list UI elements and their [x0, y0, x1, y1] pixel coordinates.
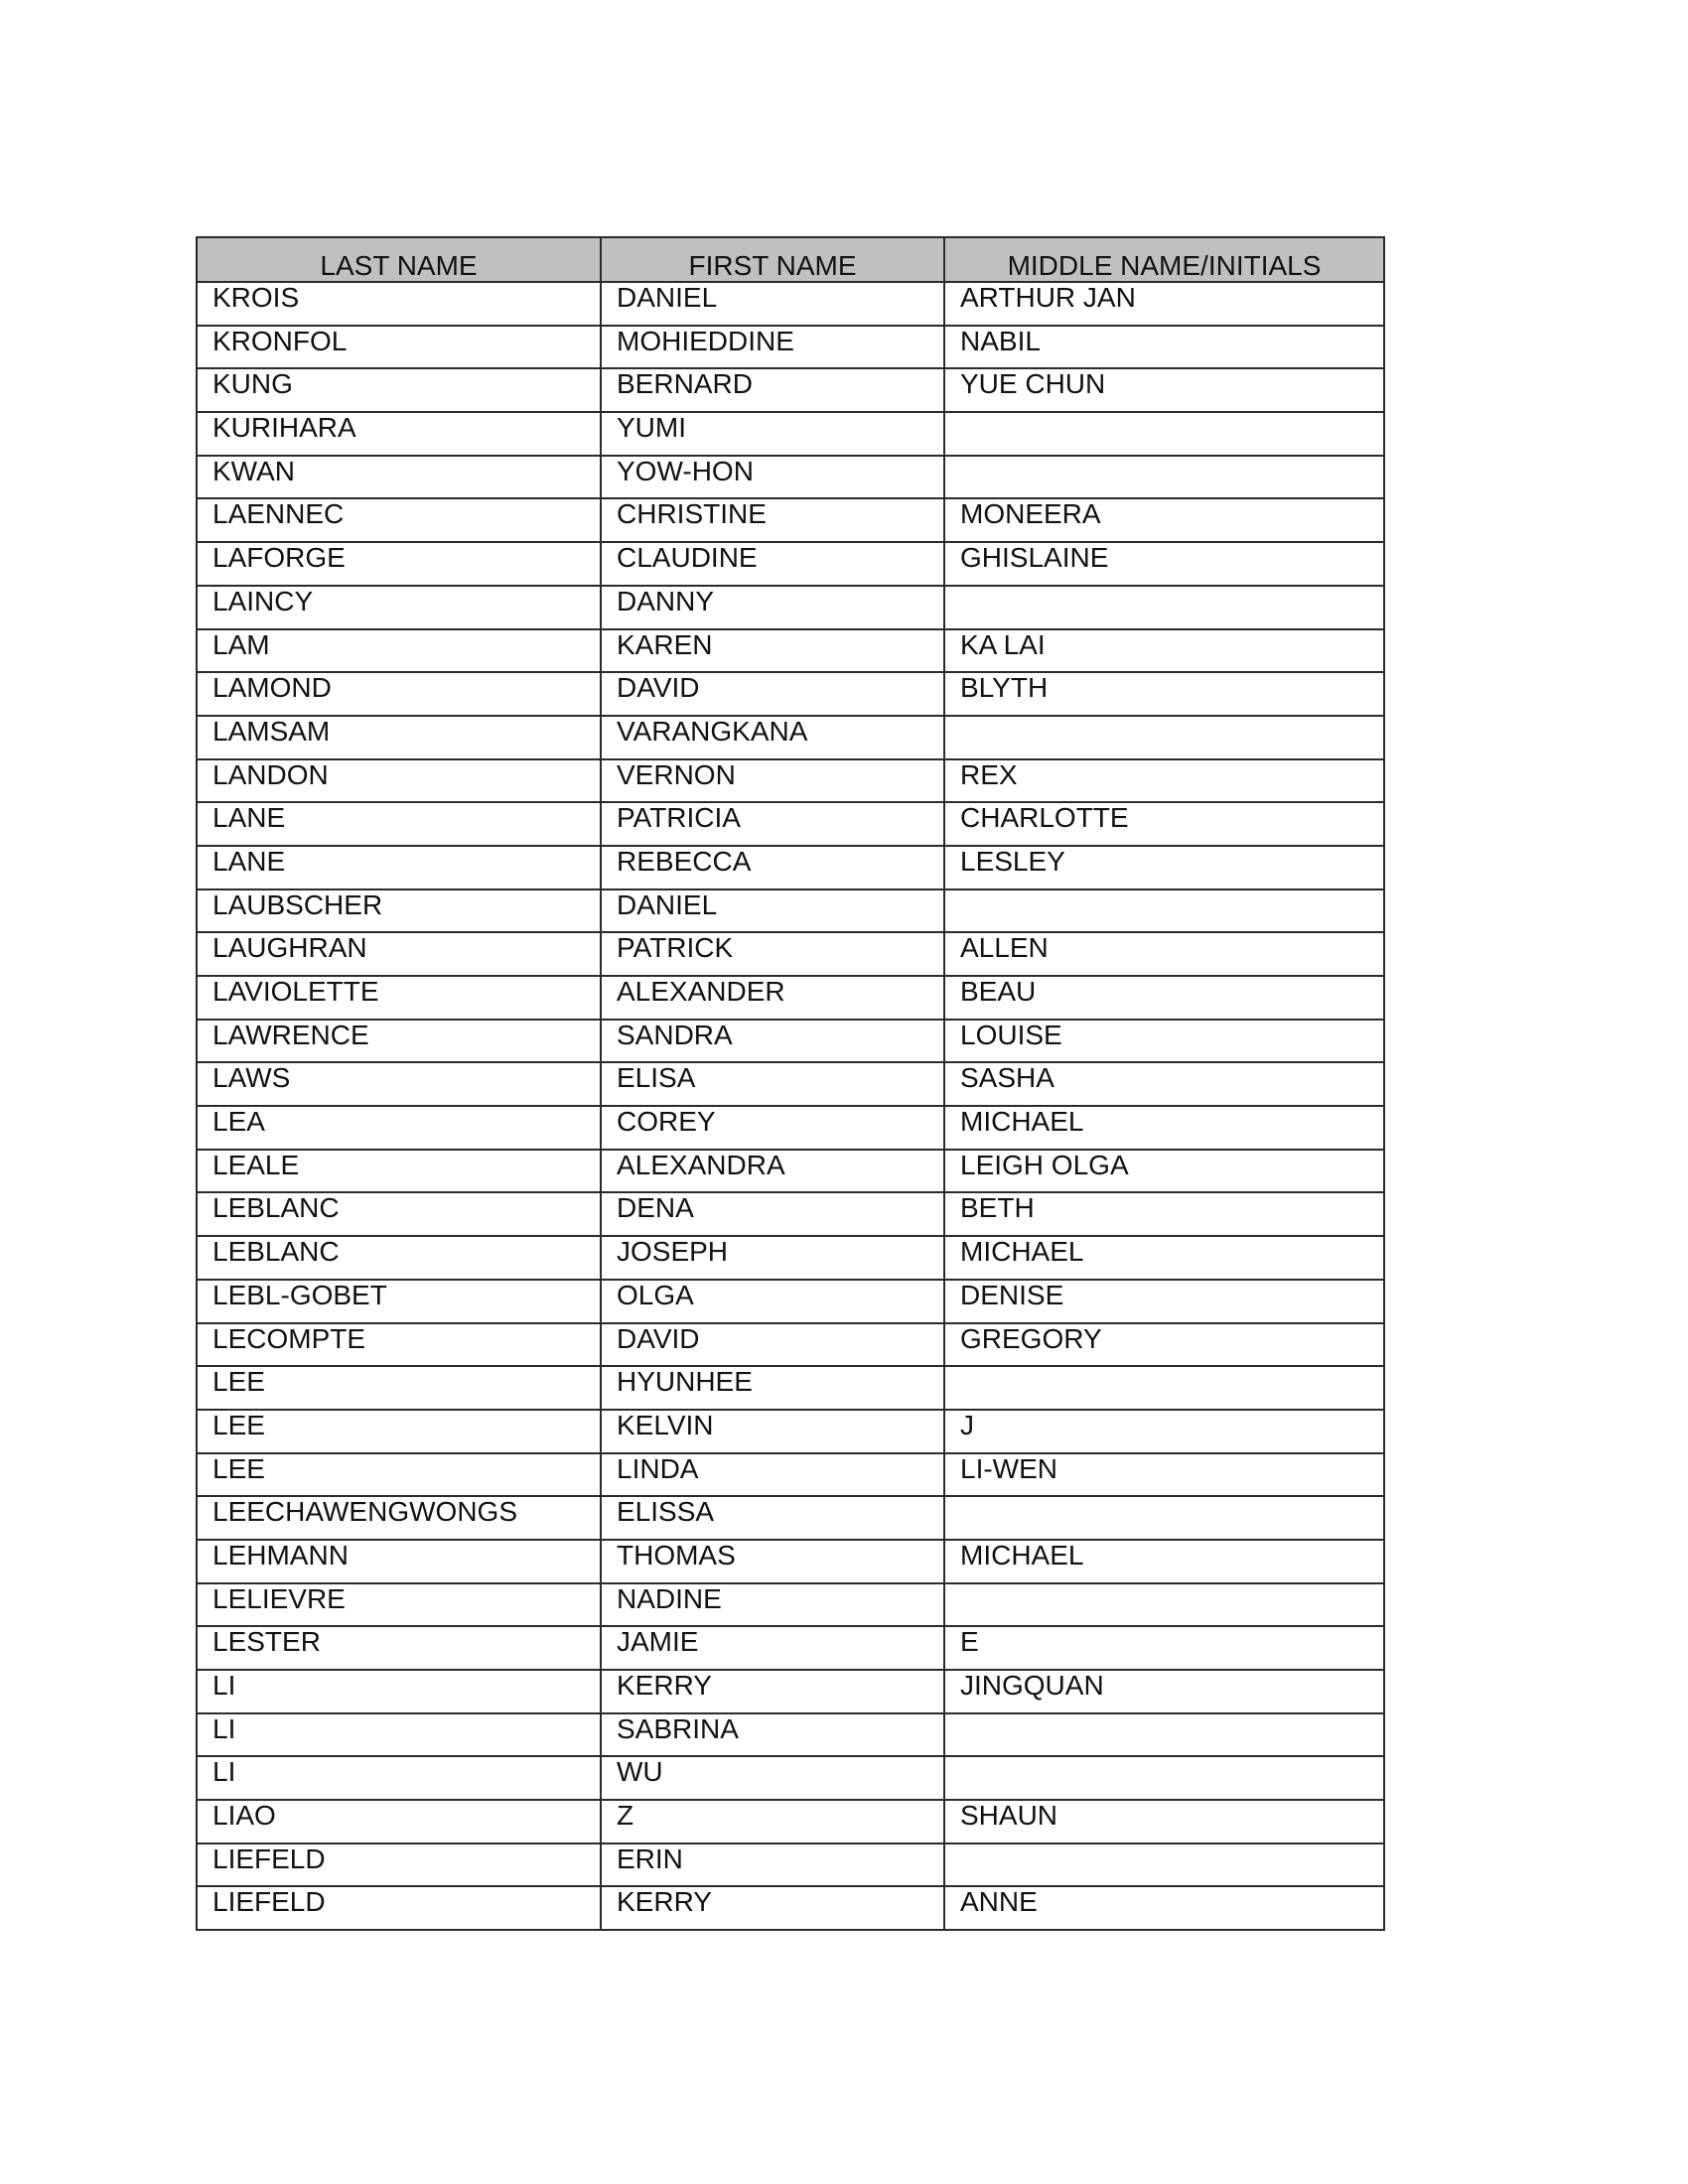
last-name-cell: LIEFELD: [197, 1886, 601, 1930]
last-name-cell: LAINCY: [197, 586, 601, 629]
table-row: [197, 1583, 1384, 1627]
last-name-cell: LEE: [197, 1366, 601, 1410]
last-name-cell: LI: [197, 1756, 601, 1800]
last-name-cell: LEBL-GOBET: [197, 1280, 601, 1323]
table-row: [197, 716, 1384, 759]
middle-name-cell: [944, 456, 1384, 499]
first-name-cell: DAVID: [601, 672, 944, 716]
middle-name-cell: [944, 1756, 1384, 1800]
first-name-cell: VARANGKANA: [601, 716, 944, 759]
middle-name-cell: LEIGH OLGA: [944, 1150, 1384, 1193]
first-name-cell: YOW-HON: [601, 456, 944, 499]
first-name-cell: REBECCA: [601, 846, 944, 889]
first-name-cell: WU: [601, 1756, 944, 1800]
middle-name-cell: E: [944, 1626, 1384, 1670]
middle-name-cell: [944, 1583, 1384, 1627]
first-name-cell: YUMI: [601, 412, 944, 456]
first-name-cell: PATRICK: [601, 932, 944, 976]
last-name-cell: LEBLANC: [197, 1192, 601, 1236]
middle-name-cell: BETH: [944, 1192, 1384, 1236]
middle-name-cell: LOUISE: [944, 1020, 1384, 1063]
table-row: [197, 1366, 1384, 1410]
first-name-cell: JOSEPH: [601, 1236, 944, 1280]
last-name-cell: KROIS: [197, 282, 601, 326]
table-row: [197, 542, 1384, 586]
table-row: [197, 1020, 1384, 1063]
last-name-cell: LAMOND: [197, 672, 601, 716]
last-name-cell: LAWRENCE: [197, 1020, 601, 1063]
middle-name-cell: ARTHUR JAN: [944, 282, 1384, 326]
last-name-cell: LECOMPTE: [197, 1323, 601, 1367]
table-row: [197, 976, 1384, 1020]
first-name-cell: CLAUDINE: [601, 542, 944, 586]
table-row: [197, 498, 1384, 542]
table-row: [197, 932, 1384, 976]
middle-name-cell: REX: [944, 759, 1384, 803]
last-name-cell: LAMSAM: [197, 716, 601, 759]
last-name-cell: LEBLANC: [197, 1236, 601, 1280]
last-name-cell: KURIHARA: [197, 412, 601, 456]
first-name-cell: SANDRA: [601, 1020, 944, 1063]
table-row: [197, 1843, 1384, 1887]
first-name-cell: ALEXANDER: [601, 976, 944, 1020]
last-name-cell: LEHMANN: [197, 1540, 601, 1583]
names-table: [196, 236, 1385, 1931]
last-name-cell: LAENNEC: [197, 498, 601, 542]
first-name-cell: ERIN: [601, 1843, 944, 1887]
middle-name-cell: [944, 586, 1384, 629]
table-row: [197, 326, 1384, 369]
middle-name-cell: LI-WEN: [944, 1453, 1384, 1497]
first-name-cell: LINDA: [601, 1453, 944, 1497]
first-name-cell: NADINE: [601, 1583, 944, 1627]
middle-name-cell: CHARLOTTE: [944, 802, 1384, 846]
last-name-cell: LELIEVRE: [197, 1583, 601, 1627]
last-name-cell: LAFORGE: [197, 542, 601, 586]
middle-name-cell: DENISE: [944, 1280, 1384, 1323]
table-row: [197, 1670, 1384, 1713]
first-name-cell: SABRINA: [601, 1713, 944, 1757]
last-name-cell: LAUBSCHER: [197, 889, 601, 933]
first-name-cell: ALEXANDRA: [601, 1150, 944, 1193]
table-row: [197, 1496, 1384, 1540]
table-row: [197, 1886, 1384, 1930]
first-name-cell: ELISA: [601, 1062, 944, 1106]
table-row: [197, 1713, 1384, 1757]
first-name-cell: COREY: [601, 1106, 944, 1150]
table-row: [197, 1323, 1384, 1367]
table-row: [197, 1236, 1384, 1280]
last-name-cell: KUNG: [197, 368, 601, 412]
middle-name-cell: [944, 716, 1384, 759]
last-name-cell: LEE: [197, 1453, 601, 1497]
middle-name-cell: [944, 412, 1384, 456]
first-name-cell: MOHIEDDINE: [601, 326, 944, 369]
table-row: [197, 759, 1384, 803]
table-row: [197, 846, 1384, 889]
first-name-cell: DAVID: [601, 1323, 944, 1367]
table-row: [197, 1192, 1384, 1236]
first-name-cell: PATRICIA: [601, 802, 944, 846]
last-name-cell: LAM: [197, 629, 601, 673]
middle-name-cell: YUE CHUN: [944, 368, 1384, 412]
last-name-cell: LEECHAWENGWONGS: [197, 1496, 601, 1540]
middle-name-cell: MICHAEL: [944, 1106, 1384, 1150]
middle-name-cell: ALLEN: [944, 932, 1384, 976]
header-middle-name: MIDDLE NAME/INITIALS: [944, 237, 1384, 282]
table-row: [197, 368, 1384, 412]
last-name-cell: LANDON: [197, 759, 601, 803]
first-name-cell: DANNY: [601, 586, 944, 629]
last-name-cell: LEA: [197, 1106, 601, 1150]
table-row: [197, 412, 1384, 456]
last-name-cell: LIAO: [197, 1800, 601, 1843]
table-row: [197, 802, 1384, 846]
first-name-cell: Z: [601, 1800, 944, 1843]
first-name-cell: OLGA: [601, 1280, 944, 1323]
first-name-cell: KELVIN: [601, 1410, 944, 1453]
table-row: [197, 629, 1384, 673]
table-row: [197, 1756, 1384, 1800]
middle-name-cell: MICHAEL: [944, 1540, 1384, 1583]
first-name-cell: KERRY: [601, 1886, 944, 1930]
middle-name-cell: KA LAI: [944, 629, 1384, 673]
table-row: [197, 1106, 1384, 1150]
first-name-cell: DANIEL: [601, 889, 944, 933]
last-name-cell: LESTER: [197, 1626, 601, 1670]
middle-name-cell: [944, 1496, 1384, 1540]
table-row: [197, 1626, 1384, 1670]
last-name-cell: LAWS: [197, 1062, 601, 1106]
last-name-cell: LIEFELD: [197, 1843, 601, 1887]
first-name-cell: KERRY: [601, 1670, 944, 1713]
table-row: [197, 456, 1384, 499]
middle-name-cell: MICHAEL: [944, 1236, 1384, 1280]
last-name-cell: LANE: [197, 846, 601, 889]
first-name-cell: CHRISTINE: [601, 498, 944, 542]
table-row: [197, 1540, 1384, 1583]
middle-name-cell: SHAUN: [944, 1800, 1384, 1843]
middle-name-cell: [944, 889, 1384, 933]
first-name-cell: BERNARD: [601, 368, 944, 412]
first-name-cell: JAMIE: [601, 1626, 944, 1670]
middle-name-cell: NABIL: [944, 326, 1384, 369]
last-name-cell: KRONFOL: [197, 326, 601, 369]
table-row: [197, 1150, 1384, 1193]
middle-name-cell: GHISLAINE: [944, 542, 1384, 586]
table-row: [197, 672, 1384, 716]
middle-name-cell: ANNE: [944, 1886, 1384, 1930]
middle-name-cell: GREGORY: [944, 1323, 1384, 1367]
middle-name-cell: MONEERA: [944, 498, 1384, 542]
table-row: [197, 1800, 1384, 1843]
last-name-cell: LI: [197, 1713, 601, 1757]
first-name-cell: VERNON: [601, 759, 944, 803]
table-header: [197, 237, 1384, 282]
table-row: [197, 1453, 1384, 1497]
last-name-cell: LAUGHRAN: [197, 932, 601, 976]
first-name-cell: KAREN: [601, 629, 944, 673]
middle-name-cell: J: [944, 1410, 1384, 1453]
table-row: [197, 1280, 1384, 1323]
table-row: [197, 889, 1384, 933]
middle-name-cell: [944, 1843, 1384, 1887]
header-row: [197, 237, 1384, 282]
last-name-cell: LANE: [197, 802, 601, 846]
middle-name-cell: BEAU: [944, 976, 1384, 1020]
first-name-cell: THOMAS: [601, 1540, 944, 1583]
middle-name-cell: [944, 1713, 1384, 1757]
last-name-cell: LEALE: [197, 1150, 601, 1193]
middle-name-cell: LESLEY: [944, 846, 1384, 889]
table-row: [197, 586, 1384, 629]
middle-name-cell: [944, 1366, 1384, 1410]
table-row: [197, 1410, 1384, 1453]
first-name-cell: DANIEL: [601, 282, 944, 326]
table-row: [197, 1062, 1384, 1106]
first-name-cell: HYUNHEE: [601, 1366, 944, 1410]
middle-name-cell: JINGQUAN: [944, 1670, 1384, 1713]
last-name-cell: LI: [197, 1670, 601, 1713]
last-name-cell: KWAN: [197, 456, 601, 499]
header-first-name: FIRST NAME: [601, 237, 944, 282]
middle-name-cell: BLYTH: [944, 672, 1384, 716]
table-row: [197, 282, 1384, 326]
table-body: [197, 282, 1384, 1930]
first-name-cell: DENA: [601, 1192, 944, 1236]
middle-name-cell: SASHA: [944, 1062, 1384, 1106]
last-name-cell: LEE: [197, 1410, 601, 1453]
header-last-name: LAST NAME: [197, 237, 601, 282]
last-name-cell: LAVIOLETTE: [197, 976, 601, 1020]
first-name-cell: ELISSA: [601, 1496, 944, 1540]
